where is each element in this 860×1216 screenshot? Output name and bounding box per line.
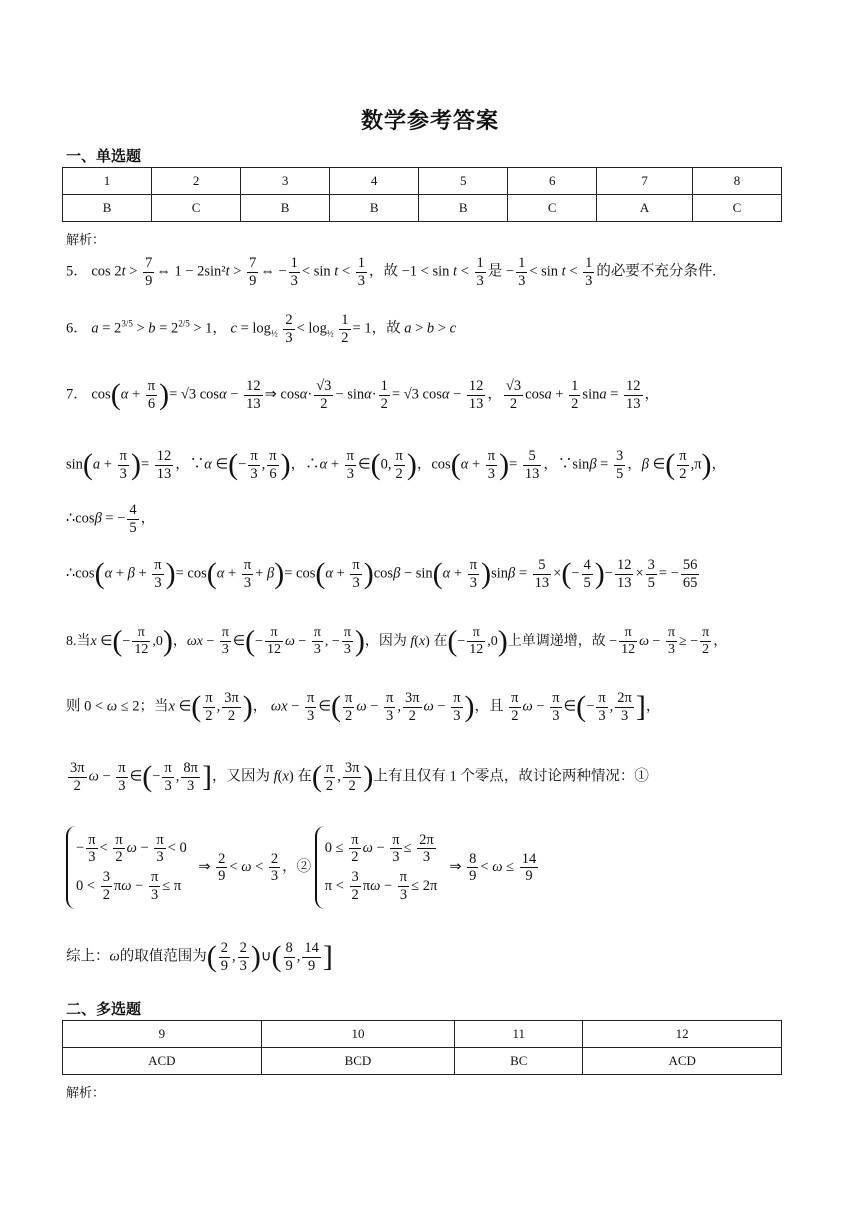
question-number: 7．: [66, 386, 88, 403]
table-cell: ACD: [63, 1048, 262, 1075]
table-cell: C: [152, 195, 241, 222]
analysis-label: 解析：: [66, 1086, 106, 1101]
table-row: [63, 195, 782, 222]
table-cell: 2: [152, 168, 241, 195]
q8-text: 因为: [378, 633, 407, 649]
table-row: [63, 168, 782, 195]
solution-q8-summary: 综上：ω的取值范围为( $\frac{2}{9}$ , $\frac{2}{3}$ )∪( $\frac{8}{9}$ , $\frac{14}{9}$ ]: [66, 940, 333, 974]
answer-table-single-choice: [62, 167, 782, 222]
table-cell: C: [508, 195, 597, 222]
solution-q8-line1: 8.当x ∈(− $\frac{\pi}{12}$ ,0)，ωx − $\frac{\pi}{3}$ ∈(− $\frac{\pi}{12}$ ω − $\frac{\pi}{3}$ , − $\frac{\pi}{3}$ )，因为 f(x) 在(− $\frac{\pi}{12}$ ,0)上单调递增，故 − $\frac{\pi}{12}$ ω − $\frac{\pi}{3}$ ≥ − $\frac{\pi}{2}$ ，: [66, 624, 728, 658]
table-cell: 11: [455, 1021, 583, 1048]
table-cell: B: [241, 195, 330, 222]
table-cell: 5: [419, 168, 508, 195]
table-cell: 6: [508, 168, 597, 195]
table-cell: ACD: [583, 1048, 782, 1075]
q8-text: 且: [489, 698, 504, 715]
table-cell: 4: [330, 168, 419, 195]
table-cell: 1: [63, 168, 152, 195]
table-cell: 10: [261, 1021, 455, 1048]
solution-q5: 5． cos 2t > $\frac{7}{9}$ ⇔ 1 − 2sin²t > $\frac{7}{9}$ ⇔ − $\frac{1}{3}$ < sin t < $\frac{1}{3}$ ，故 −1 < sin t < $\frac{1}{3}$ 是 − $\frac{1}{3}$ < sin t < $\frac{1}{3}$ 的必要不充分条件.: [66, 255, 717, 289]
solution-q7-line4: ∴cos(α + β + $\frac{\pi}{3}$ )= cos(α + $\frac{\pi}{3}$ + β)= cos(α + $\frac{\pi}{3}$ )cosβ − sin(α + $\frac{\pi}{3}$ )sinβ = $\frac{5}{13}$ ×(− $\frac{4}{5}$ )− $\frac{12}{13}$ × $\frac{3}{5}$ = − $\frac{56}{65}$: [66, 557, 698, 591]
table-row: [63, 1048, 782, 1075]
solution-q8-line2: 则 0 < ω ≤ 2；当x ∈( $\frac{\pi}{2}$ , $\frac{3\pi}{2}$ )， ωx − $\frac{\pi}{3}$ ∈( $\frac{\pi}{2}$ ω − $\frac{\pi}{3}$ , $\frac{3\pi}{2}$ ω − $\frac{\pi}{3}$ )，且 $\frac{\pi}{2}$ ω − $\frac{\pi}{3}$ ∈(− $\frac{\pi}{3}$ , $\frac{2\pi}{3}$ ]，: [66, 690, 661, 724]
q8-text: 则: [66, 698, 81, 715]
q5-conclusion: 的必要不充分条件.: [596, 263, 717, 280]
table-cell: 8: [692, 168, 781, 195]
solution-q7-line3: ∴cosβ = − $\frac{4}{5}$ ，: [66, 502, 156, 536]
analysis-label: 解析：: [66, 233, 106, 248]
section-heading-single-choice: 一、单选题: [66, 147, 142, 165]
solution-q6: 6． $a = 2^{3/5} > b = 2^{2/5} > 1$， $c = \log_{\frac{1}{2}}$ $\frac{2}{3}$ < $\log_{\frac{1}{2}}$ $\frac{1}{2}$ = 1，故 a > b > c: [66, 312, 457, 346]
q8-text: 当: [76, 633, 91, 649]
table-cell: B: [330, 195, 419, 222]
summary-label: 综上：: [66, 948, 110, 965]
question-number: 5．: [66, 263, 88, 280]
page-title: 数学参考答案: [360, 108, 499, 134]
table-cell: BCD: [261, 1048, 455, 1075]
answer-table-multi-choice: [62, 1020, 782, 1075]
table-cell: B: [63, 195, 152, 222]
q5-connector: 是: [487, 263, 503, 280]
q8-text: ；当: [139, 698, 169, 715]
q8-text: 上有且仅有 1 个零点，故讨论两种情况：①: [373, 768, 649, 785]
table-cell: 12: [583, 1021, 782, 1048]
table-cell: A: [597, 195, 693, 222]
question-number: 6．: [66, 320, 88, 337]
question-number: 8.: [66, 633, 77, 649]
solution-q7-line2: sin(a + $\frac{\pi}{3}$ )= $\frac{12}{13}$ ，∵α ∈(− $\frac{\pi}{3}$ , $\frac{\pi}{6}$ )，∴α + $\frac{\pi}{3}$ ∈(0, $\frac{\pi}{2}$ )，cos(α + $\frac{\pi}{3}$ )= $\frac{5}{13}$ ，∵sinβ = $\frac{3}{5}$ ，β ∈( $\frac{\pi}{2}$ ,π)，: [66, 448, 727, 482]
table-cell: C: [692, 195, 781, 222]
solution-q7-line1: 7． cos(α + $\frac{\pi}{6}$ )= √3 cosα − $\frac{12}{13}$ ⇒ cosα· $\frac{√3}{2}$ − sinα· $\frac{1}{2}$ = √3 cosα − $\frac{12}{13}$ ， $\frac{√3}{2}$ cosa + $\frac{1}{2}$ sina = $\frac{12}{13}$ ，: [66, 378, 660, 412]
table-cell: B: [419, 195, 508, 222]
table-cell: 9: [63, 1021, 262, 1048]
summary-text: 的取值范围为: [119, 948, 207, 965]
q8-text: 又因为: [226, 768, 270, 785]
table-cell: 7: [597, 168, 693, 195]
table-cell: BC: [455, 1048, 583, 1075]
table-cell: 3: [241, 168, 330, 195]
q8-text: 上单调递增，故: [507, 633, 606, 649]
solution-q8-line3: $\frac{3\pi}{2}$ ω − $\frac{\pi}{3}$ ∈(− $\frac{\pi}{3}$ , $\frac{8\pi}{3}$ ]，又因为 f(x) 在( $\frac{\pi}{2}$ , $\frac{3\pi}{2}$ )上有且仅有 1 个零点，故讨论两种情况：①: [70, 760, 649, 794]
solution-q8-cases: − $\frac{\pi}{3}$ < $\frac{\pi}{2}$ ω − $\frac{\pi}{3}$ < 0 0 < $\frac{3}{2}$ πω − $\frac{\pi}{3}$ ≤ π ⇒ $\frac{2}{9}$ < ω < $\frac{2}{3}$ ，② 0 ≤ $\frac{\pi}{2}$ ω − $\frac{\pi}{3}$ ≤ $\frac{2\pi}{3}$ π < $\frac{3}{2}$ πω − $\frac{\pi}{3}$ ≤ 2π ⇒ $\frac{8}{9}$ < ω ≤ $\frac{14}{9}$: [66, 826, 790, 909]
table-row: [63, 1021, 782, 1048]
section-heading-multi-choice: 二、多选题: [66, 1000, 142, 1018]
